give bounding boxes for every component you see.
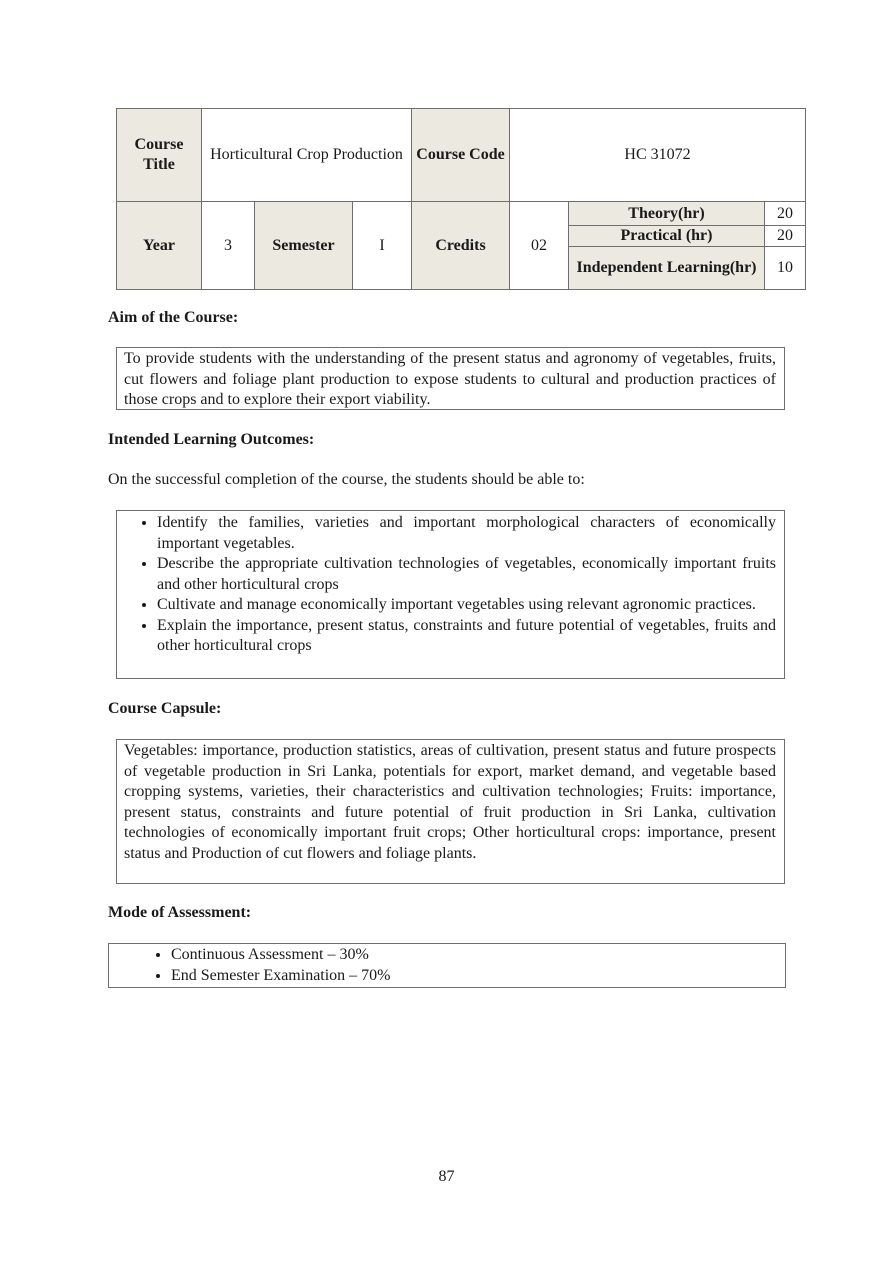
aim-heading: Aim of the Course: [108, 309, 239, 326]
assessment-item: • End Semester Examination – 70% [171, 966, 777, 987]
credits-label: Credits [412, 202, 510, 290]
learning-outcome-item: • Describe the appropriate cultivation technologies of vegetables, economically important fruits and other horticultural crops [157, 554, 776, 595]
course-code-label: Course Code [412, 109, 510, 202]
learning-outcomes-list [117, 513, 784, 657]
aim-box [116, 347, 785, 410]
learning-outcome-item: • Explain the importance, present status, constraints and future potential of vegetables, fruits and other horticultural crops [157, 616, 776, 657]
semester-value: I [353, 202, 412, 290]
course-title-value: Horticultural Crop Production [202, 109, 412, 202]
course-capsule-heading: Course Capsule: [108, 700, 222, 717]
learning-outcome-item: • Cultivate and manage economically important vegetables using relevant agronomic practices. [157, 595, 776, 616]
learning-outcomes-heading: Intended Learning Outcomes: [108, 431, 315, 448]
independent-learning-value: 10 [765, 247, 806, 290]
assessment-item: • Continuous Assessment – 30% [171, 945, 777, 966]
theory-hours-value: 20 [765, 202, 806, 226]
course-capsule-text: Vegetables: importance, production statistics, areas of cultivation, present status and future prospects of vegetable production in Sri Lanka, potentials for export, market demand, and vegetable based cropping systems, varieties, their characteristics and cultivation technologies; Fruits: importance, present status, constraints and future potential of fruit production in Sri Lanka, cultivation technologies of economically important fruit crops; Other horticultural crops: importance, present status and Production of cut flowers and foliage plants. [124, 742, 776, 862]
learning-outcomes-intro: On the successful completion of the course, the students should be able to: [108, 471, 585, 488]
practical-hours-value: 20 [765, 226, 806, 247]
course-info-table [116, 108, 806, 290]
learning-outcome-item: • Identify the families, varieties and important morphological characters of economically important vegetables. [157, 513, 776, 554]
assessment-box [108, 943, 786, 988]
aim-text: To provide students with the understanding of the present status and agronomy of vegetables, fruits, cut flowers and foliage plant production to expose students to cultural and production practices of those crops and to explore their export viability. [124, 350, 776, 408]
assessment-heading: Mode of Assessment: [108, 904, 252, 921]
year-label: Year [117, 202, 202, 290]
page-number: 87 [438, 1168, 455, 1185]
year-value: 3 [202, 202, 255, 290]
learning-outcomes-box [116, 510, 785, 679]
credits-value: 02 [510, 202, 569, 290]
practical-hours-label: Practical (hr) [569, 226, 765, 247]
theory-hours-label: Theory(hr) [569, 202, 765, 226]
course-title-label: Course Title [117, 109, 202, 202]
course-capsule-box [116, 739, 785, 884]
course-code-value: HC 31072 [510, 109, 806, 202]
independent-learning-label: Independent Learning(hr) [569, 247, 765, 290]
semester-label: Semester [255, 202, 353, 290]
assessment-list [109, 945, 785, 986]
